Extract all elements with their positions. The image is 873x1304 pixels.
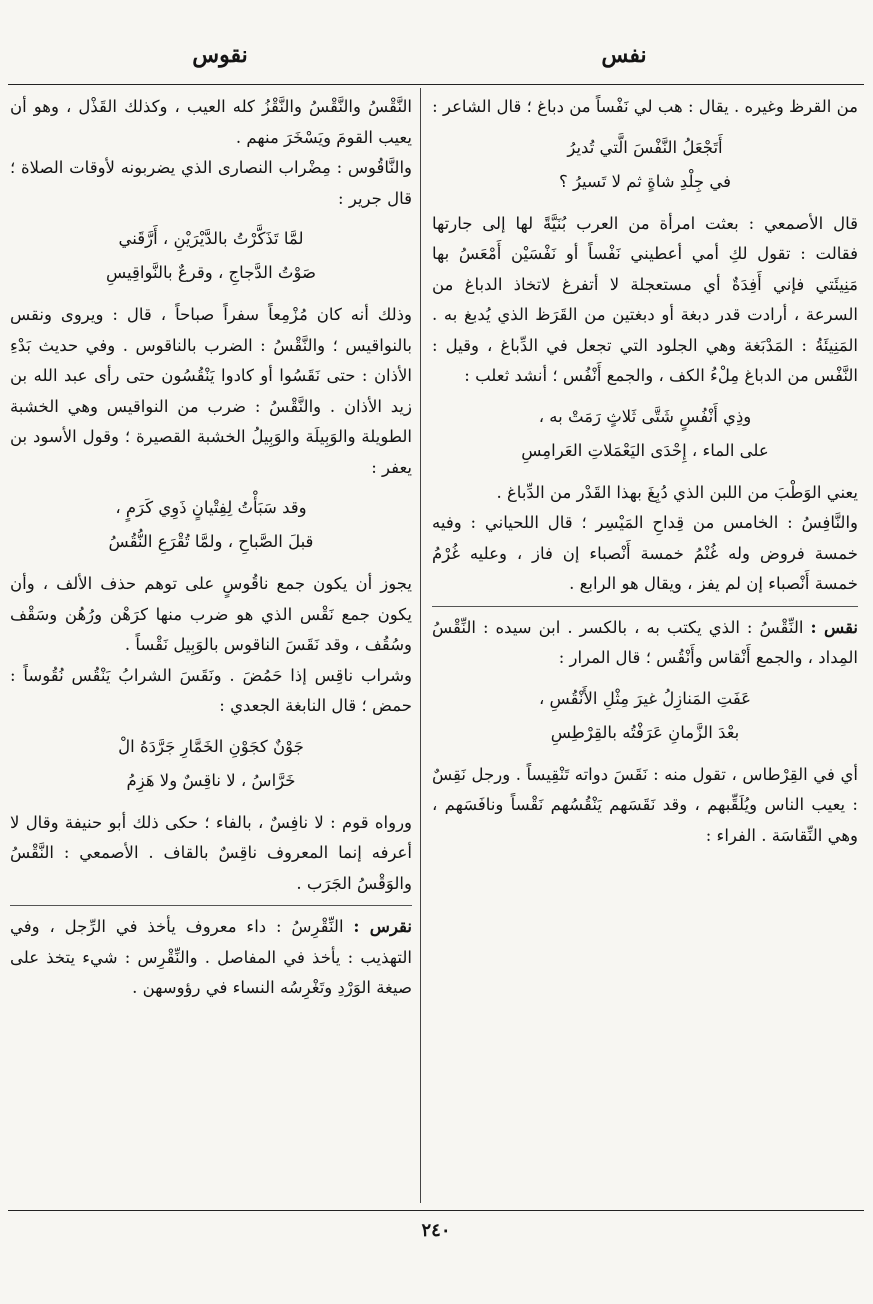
paragraph: النَّقْسُ والنَّقْسُ والنَّقْزُ كله العيب ، وكذلك القَذْل ، وهو أن يعيب القومَ ويَسْخَرَ منهم . (10, 97, 412, 147)
entry-headword: نقس : (810, 617, 859, 637)
verse-line: لمَّا تَذَكَّرْتُ بالدَّيْرَيْنِ ، أَرَّقَني (118, 229, 304, 248)
verse-line: بعْدَ الزَّمانِ عَرَفْتُه بالقِرْطِسِ (550, 722, 740, 742)
entry-separator (10, 905, 412, 906)
verse-line: وقد سَبَأْتُ لِفِتْيانٍ ذَوِي كَرَمٍ ، (115, 498, 307, 517)
paragraph: أي في القِرْطاس ، تقول منه : نَقَسَ دواته تَنْقِيساً . ورجل نَقِسٌ : يعيب الناس ويُلَقِّبهم ، وقد نَقَسَهم يَنْقُسُهم نَقْساً ونافَسَهم ، وهي النِّقاسَة . الفراء : (432, 764, 858, 845)
paragraph: يجوز أن يكون جمع ناقُوسٍ على توهم حذف الألف ، وأن يكون جمع نَقْس الذي هو ضرب منها كرَهْن ورُهُن وسَقْف وسُقُف ، وقد نَقَسَ الناقوس بالوَبِيل نَقْساً . (10, 574, 412, 654)
paragraph: ورواه قوم : لا نافِسٌ ، بالفاء ؛ حكى ذلك أبو حنيفة وقال لا أعرفه إنما المعروف ناقِسٌ بالقاف . الأصمعي : النَّقْسُ والوَقْسُ الجَرَب . (10, 812, 412, 893)
verse-line: خَرَّاسُ ، لا ناقِسٌ ولا هَزِمُ (126, 770, 296, 790)
poetry-verse (10, 222, 412, 290)
right-column (432, 92, 858, 851)
paragraph: والنَّافِسُ : الخامس من قِداحِ المَيْسِر ؛ قال اللحياني : وفيه خمسة فروض وله غُنْمُ خمسة أَنْصباء إن فاز ، وعليه غُرْمُ خمسة أَنْصباء إن لم يفز ، ويقال هو الرابع . (432, 513, 858, 593)
verse-line: عَفَتِ المَنازِلُ غيرَ مِثْلِ الأَنْقُسِ ، (538, 688, 752, 708)
entry-text: النِّقْسُ : الذي يكتب به ، بالكسر . ابن سيده : النِّقْسُ المِداد ، والجمع أَنْقاس وأَنْقُس ؛ قال المرار : (432, 617, 858, 667)
paragraph: من القرظ وغيره . يقال : هب لي نَفْساً من دباغ ؛ قال الشاعر : (432, 97, 858, 116)
paragraph: وشراب ناقِس إذا حَمُضَ . ونَقَسَ الشرابُ يَنْقُس نُقُوساً : حمض ؛ قال النابغة الجعدي : (10, 665, 412, 715)
verse-line: أَتَجْعَلُ النَّفْسَ الَّتي تُديرُ (567, 137, 723, 157)
running-headword-right: نفس (601, 42, 647, 68)
running-headword-left: نقوس (192, 42, 248, 68)
paragraph (432, 613, 858, 674)
paragraph (10, 912, 412, 1004)
entry-headword: نقرس : (353, 917, 412, 936)
paragraph: وذلك أنه كان مُزْمِعاً سفراً صباحاً ، قال : ويروى ونقس بالنواقيس ؛ والنَّقْسُ : الضرب بالناقوس . وفي حديث بَدْءِ الأذان : حتى نَقَسُوا أو كادوا يَنْقُسُون حتى رأى عبد الله بن زيد الأذان . والنَّقْسُ : ضرب من النواقيس وهي الخشبة الطويلة والوَبِيلَة والوَبِيلُ الخشبة القصيرة ؛ وقول الأسود بن يعفر : (10, 305, 412, 477)
verse-line: صَوْتُ الدَّجاجِ ، وقرعٌ بالنَّواقِيسِ (106, 263, 316, 282)
column-divider (420, 88, 421, 1203)
poetry-verse (432, 682, 858, 750)
paragraph: والنَّاقُوس : مِضْراب النصارى الذي يضربونه لأوقات الصلاة ؛ قال جرير : (10, 158, 412, 208)
paragraph: يعني الوَطْبَ من اللبن الذي دُبِغَ بهذا القَدْر من الدِّباغ . (496, 482, 858, 502)
poetry-verse (432, 400, 858, 468)
page-number: ٢٤٠ (421, 1220, 451, 1241)
left-column (10, 92, 412, 1004)
entry-separator (432, 606, 858, 607)
paragraph: قال الأصمعي : بعثت امرأة من العرب بُنَيَّةً لها إلى جارتها فقالت : تقول لكِ أمي أعطيني نَفْساً أو نَفْسَيْن أَمْعَسُ بها مَنِيئَتي فإني أَفِدَةٌ أي مستعجلة لا أتفرغ لاتخاذ الدباغ من السرعة ، أرادت قدر دبغة أو دبغتين من القَرَظ الذي يُدبغ به . المَنِيئَةُ : المَدْبَغة وهي الجلود التي تجعل في الدِّباغ ، وقيل : النَّفْس من الدباغ مِلْءُ الكف ، والجمع أَنْفُس ؛ أنشد ثعلب : (432, 213, 858, 385)
verse-line: على الماء ، إِحْدَى اليَعْمَلاتِ العَرامِسِ (521, 440, 769, 460)
poetry-verse (10, 491, 412, 559)
verse-line: في جِلْدِ شاةٍ ثم لا تَسيرُ ؟ (558, 171, 732, 191)
verse-line: قبلَ الصَّباحِ ، ولمَّا تُقْرَعِ النُّقُسُ (108, 532, 314, 551)
entry-text: النِّقْرِسُ : داء معروف يأخذ في الرِّجل ، وفي التهذيب : يأخذ في المفاصل . والنِّقْرِس : شيء يتخذ على صيغة الوَرْدِ وتَغْرِسُه النساء في رؤوسهن . (10, 917, 412, 997)
poetry-verse (432, 131, 858, 199)
header-rule (8, 84, 864, 85)
poetry-verse (10, 730, 412, 798)
verse-line: جَوْنٌ كجَوْنِ الخَمَّارِ جَرَّدَهُ الْ (118, 736, 304, 756)
footer-rule (8, 1210, 864, 1211)
verse-line: وذِي أَنْفُسٍ شَتَّى ثَلاثٍ رَمَتْ به ، (538, 406, 752, 426)
